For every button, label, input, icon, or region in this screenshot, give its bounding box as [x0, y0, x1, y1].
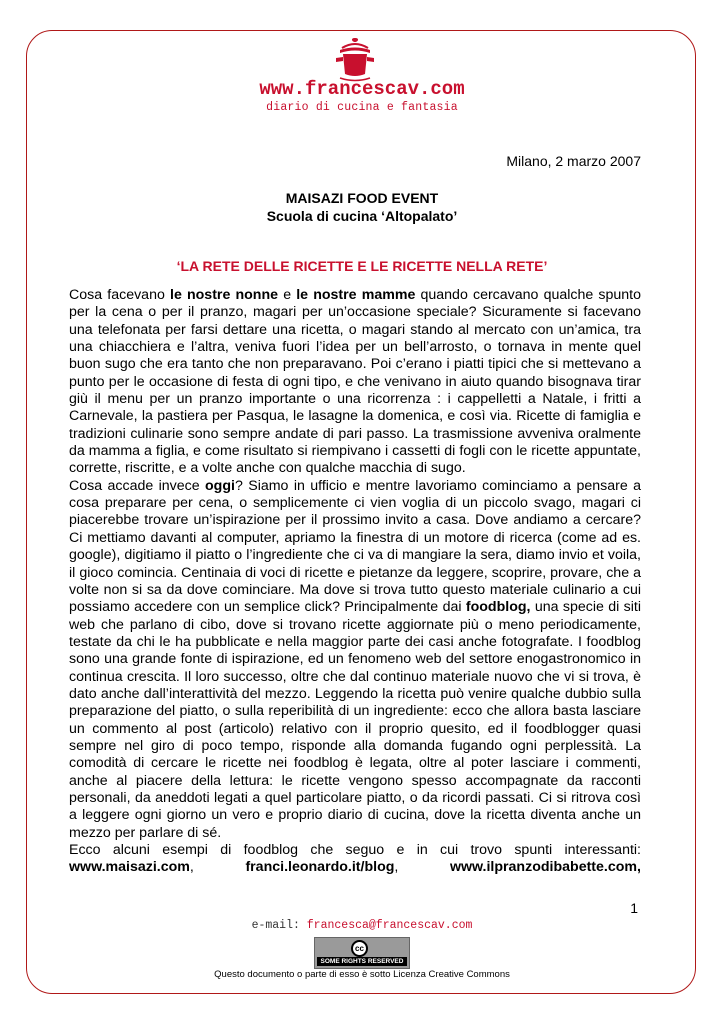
site-tagline: diario di cucina e fantasia [266, 101, 458, 114]
footer-email: e-mail: francesca@francescav.com [251, 919, 473, 932]
page-number: 1 [630, 900, 638, 916]
event-title: MAISAZI FOOD EVENT [285, 190, 439, 206]
article-headline: ‘LA RETE DELLE RICETTE E LE RICETTE NELLA RETE’ [176, 258, 548, 274]
blog-link-maisazi[interactable]: www.maisazi.com [69, 859, 190, 876]
paragraph: Cosa accade invece oggi? Siamo in ufficio e mentre lavoriamo cominciamo a pensare a cosa preparare per cena, o semplicemente ci vien voglia di un piccolo svago, magari ci piacerebbe trovare un’ispirazione per il prossimo invito a casa. Dove andiamo a cercare? Ci mettiamo davanti al computer, apriamo la finestra di un motore di ricerca (come ad es. google), digitiamo il piatto o l’ingrediente che ci va di mangiare la sera, diamo invio et voila, il gioco comincia. Centinaia di voci di ricette e pietanze da leggere, scoprire, provare, che a volte non si sa da dove cominciare. Ma dove si trova tutto questo materiale culinario a cui possiamo accedere con un semplice click? Principalmente dai foodblog, una specie di siti web che parlano di cibo, dove si trovano ricette aggiornate più o meno periodicamente, testate da chi le ha pubblicate e nella maggior parte dei casi anche fotografate. I foodblog sono una grande fonte di ispirazione, ed un fenomeno web del settore enogastronomico in continua crescita. Il loro successo, oltre che dal continuo materiale nuovo che vi si trova, è dato anche dall’interattività del mezzo. Leggendo la ricetta può venire qualche dubbio sulla preparazione del piatto, o sulla reperibilità di un ingrediente: ecco che allora basta lasciare un commento al post (articolo) relativo con il proprio quesito, ed il foodblogger quasi sempre nel giro di poco tempo, risponde alla domanda fugando ogni perplessità. La comodità di cercare le ricette nei foodblog è legata, oltre al poter lasciare i commenti, anche al piacere della lettura: le ricette vengono spesso accompagnate da racconti personali, da aneddoti legati a quel particolare piatto, o da ricordi passati. Ci si ritrova così a leggere ogni giorno un vero e proprio diario di cucina, dove la ricetta diventa anche un mezzo per parlare di sé. [69, 477, 641, 841]
paragraph: Cosa facevano le nostre nonne e le nostre mamme quando cercavano qualche spunto per la cena o per il pranzo, magari per un’occasione speciale? Sicuramente si facevano una telefonata per farsi dettare una ricetta, o magari stando al mercato con un’amica, tra una chiacchiera e l’altra, veniva fuori l’idea per un bell’arrosto, o tornava in mente quel buon sugo che era tanto che non preparavano. Poi c’erano i piatti tipici che si mettevano a punto per le occasione di festa di ogni tipo, e che venivano in aiuto quando bisognava tirar giù il menu per un pranzo importante o una ricorrenza : i cappelletti a Natale, i fritti a Carnevale, la pastiera per Pasqua, le lasagne la domenica, e così via. Ricette di famiglia e tradizioni culinarie sono sempre andate di pari passo. La trasmissione avveniva oralmente da mamma a figlia, e come risultato si riempivano i cassetti di fogli con le ricette appuntate, corrette, riscritte, e a volte anche con qualche macchia di sugo. [69, 287, 642, 477]
license-note: Questo documento o parte di esso è sotto Licenza Creative Commons [214, 969, 510, 980]
creative-commons-badge[interactable] [314, 937, 410, 969]
email-link[interactable]: francesca@francescav.com [306, 919, 473, 932]
cooking-pot-logo-icon [330, 36, 380, 84]
site-url[interactable]: www.francescav.com [259, 78, 465, 100]
blog-link-ilpranzodibabette[interactable]: www.ilpranzodibabette.com [449, 859, 638, 876]
article-body [69, 287, 641, 877]
paragraph: Ecco alcuni esempi di foodblog che seguo e in cui trovo spunti interessanti: www.maisazi.com, franci.leonardo.it/blog, www.ilpranzodibabette.com, [69, 842, 641, 876]
cc-icon: cc [351, 940, 368, 957]
blog-link-franci[interactable]: franci.leonardo.it/blog [245, 859, 395, 876]
event-heading [0, 189, 724, 225]
document-date: Milano, 2 marzo 2007 [506, 153, 641, 169]
cc-badge-text: SOME RIGHTS RESERVED [317, 957, 407, 966]
event-subtitle: Scuola di cucina ‘Altopalato’ [266, 208, 458, 224]
